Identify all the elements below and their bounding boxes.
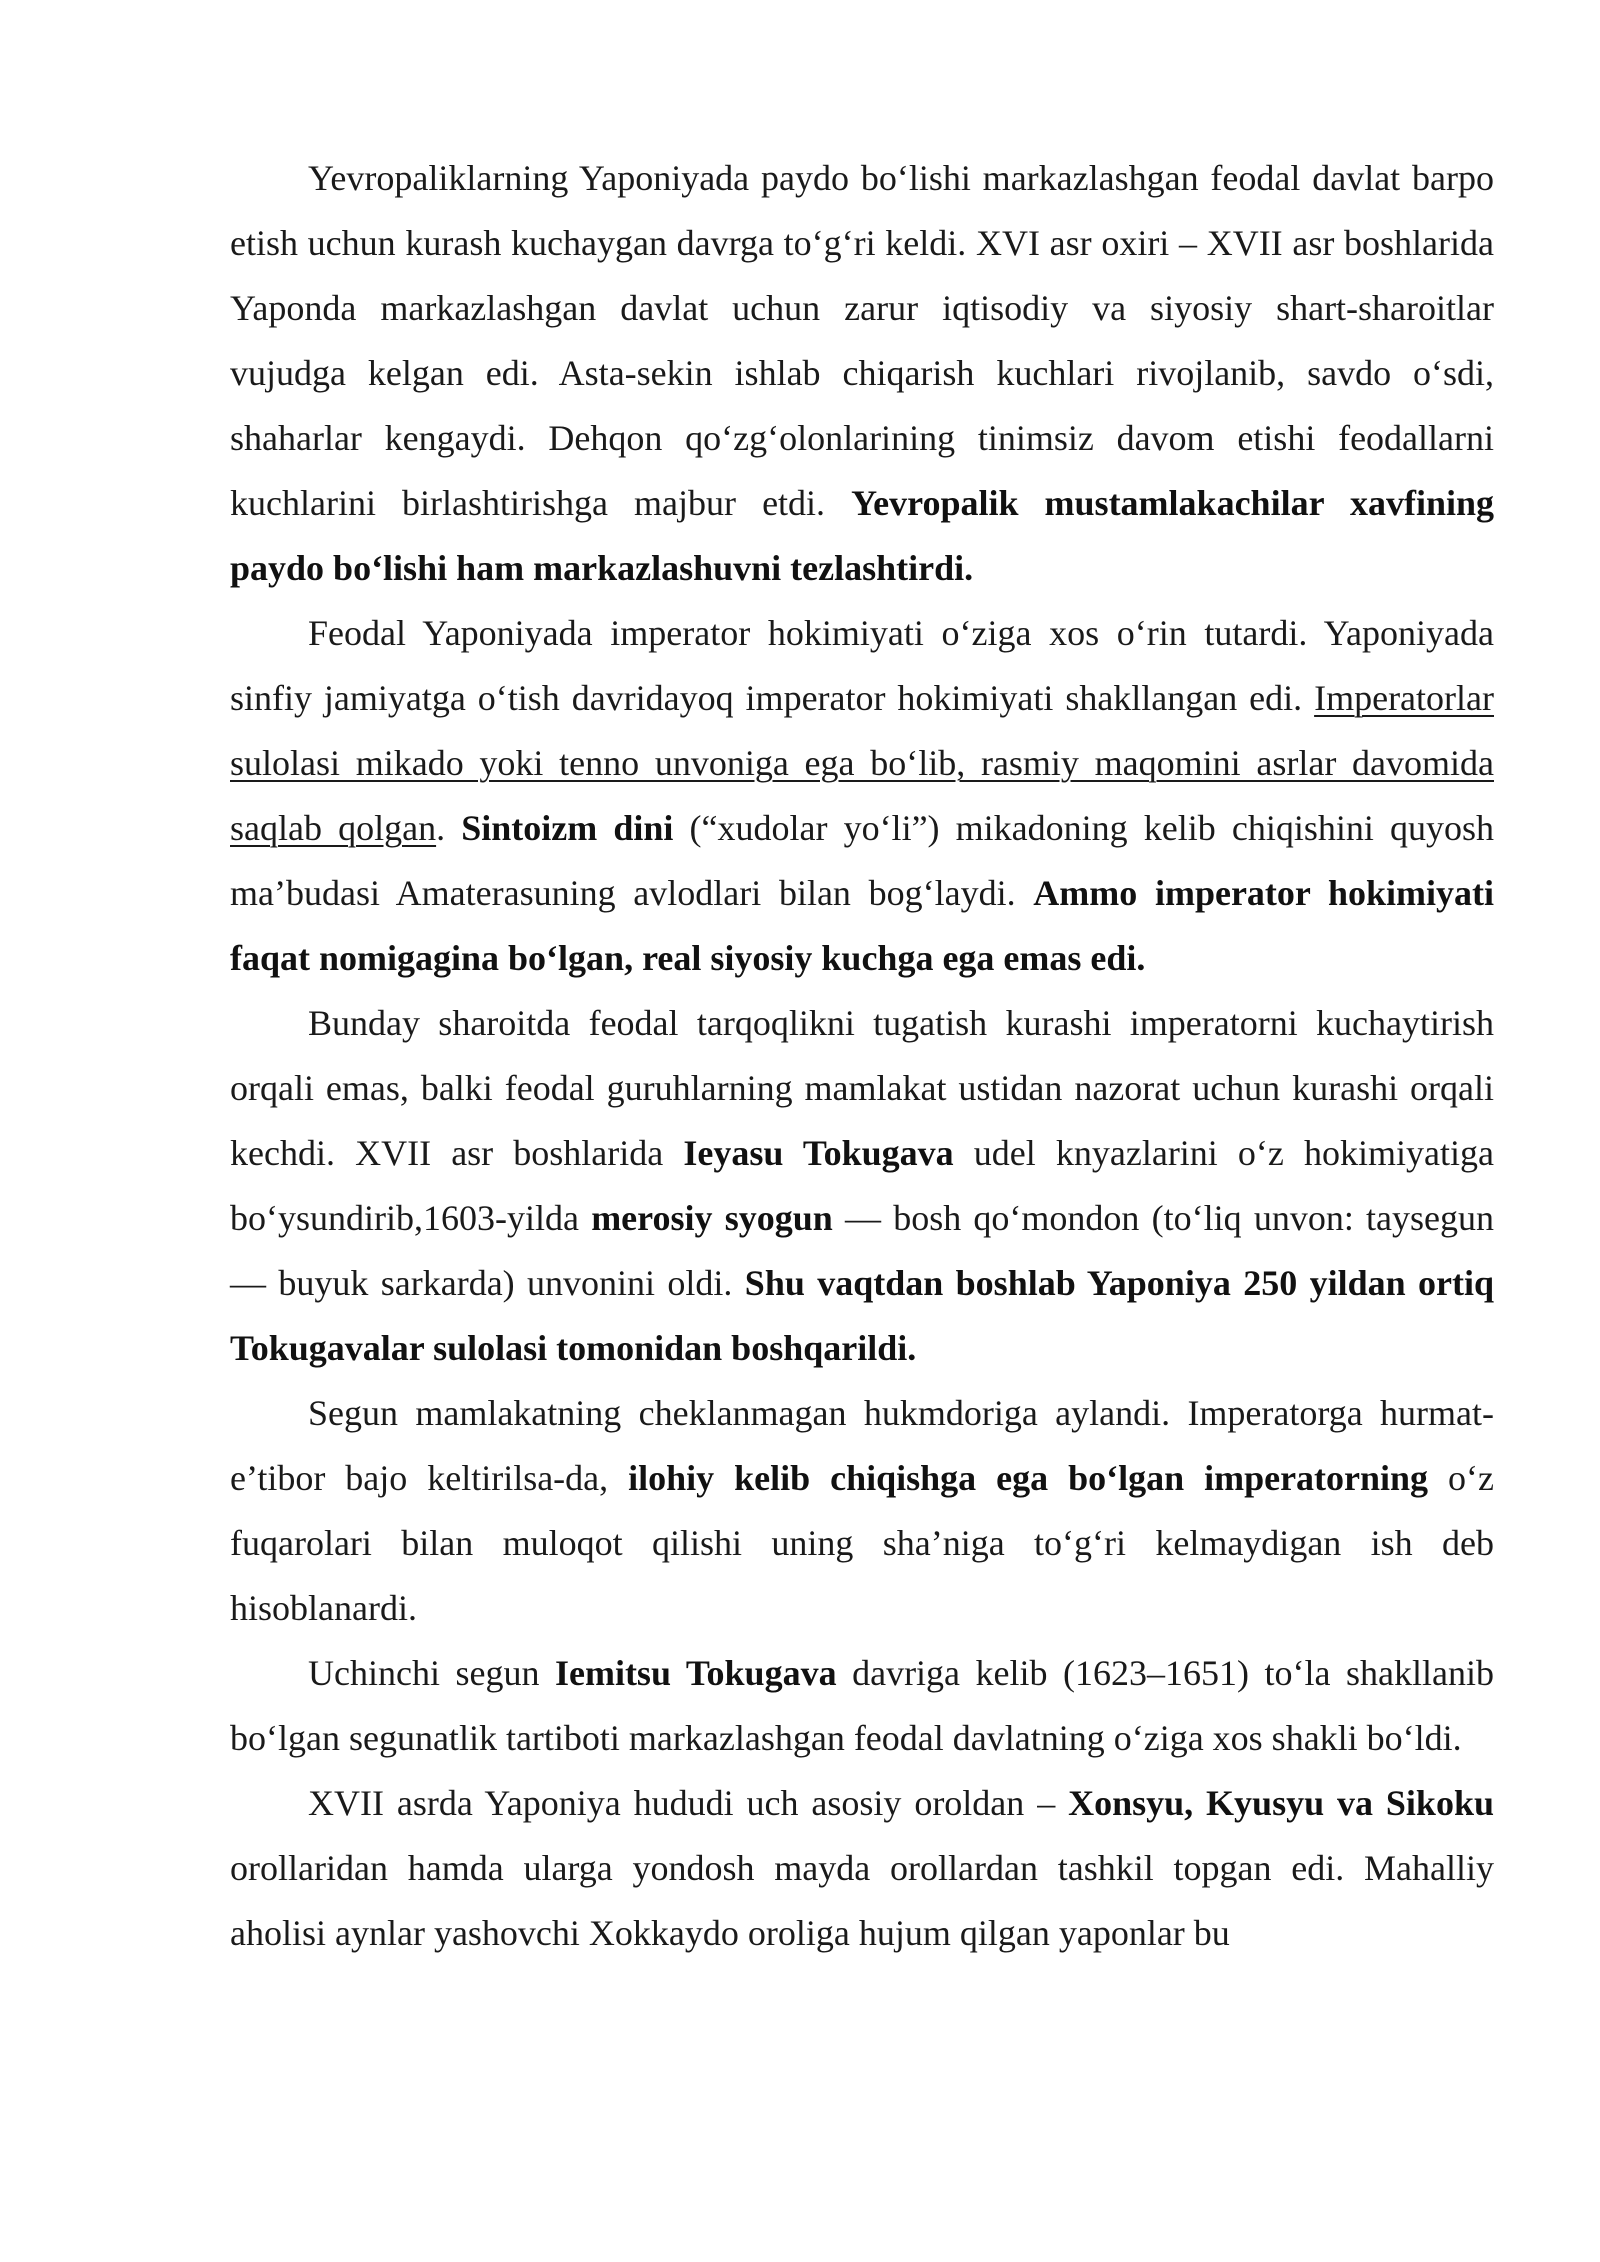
paragraph-4 xyxy=(230,1381,1494,1641)
paragraph-4-text-continued: o‘z fuqarolari bilan muloqot qilishi uning sha’niga to‘g‘ri kelmaydigan ish deb hisoblanardi. xyxy=(230,1458,1494,1628)
document-page xyxy=(230,146,1494,1966)
paragraph-1-text: Yevropaliklarning Yaponiyada paydo bo‘lishi markazlashgan feodal davlat barpo etish uchun kurash kuchaygan davrga to‘g‘ri keldi. XVI asr oxiri – XVII asr boshlarida Yaponda markazlashgan davlat uchun zarur iqtisodiy va siyosiy shart-sharoitlar vujudga kelgan edi. Asta-sekin ishlab chiqarish kuchlari rivojlanib, savdo o‘sdi, shaharlar kengaydi. Dehqon qo‘zg‘olonlarining tinimsiz davom etishi feodallarni kuchlarini birlashtirishga majbur etdi. xyxy=(230,158,1494,523)
paragraph-6-text-continued: orollaridan hamda ularga yondosh mayda orollardan tashkil topgan edi. Mahalliy aholisi aynlar yashovchi Xokkaydo oroliga hujum qilgan yaponlar bu xyxy=(230,1848,1494,1953)
paragraph-3-bold-term: merosiy syogun xyxy=(591,1198,833,1238)
paragraph-5-bold-name: Iemitsu Tokugava xyxy=(554,1653,837,1693)
paragraph-3 xyxy=(230,991,1494,1381)
paragraph-3-bold-emphasis: Shu vaqtdan boshlab Yaponiya 250 yildan ortiq Tokugavalar sulolasi tomonidan boshqarildi. xyxy=(230,1263,1494,1368)
paragraph-4-text: Segun mamlakatning cheklanmagan hukmdoriga aylandi. Imperatorga hurmat-e’tibor bajo keltirilsa-da, xyxy=(230,1393,1494,1498)
paragraph-5-text-continued: davriga kelib (1623–1651) to‘la shakllanib bo‘lgan segunatlik tartiboti markazlashgan feodal davlatning o‘ziga xos shakli bo‘ldi. xyxy=(230,1653,1494,1758)
paragraph-3-text-continued: udel knyazlarini o‘z hokimiyatiga bo‘ysundirib,1603-yilda xyxy=(230,1133,1494,1238)
paragraph-5 xyxy=(230,1641,1494,1771)
paragraph-6-text: XVII asrda Yaponiya hududi uch asosiy oroldan – xyxy=(308,1783,1069,1823)
paragraph-2-bold-emphasis: Ammo imperator hokimiyati faqat nomigagina bo‘lgan, real siyosiy kuchga ega emas edi. xyxy=(230,873,1494,978)
paragraph-3-bold-name: Ieyasu Tokugava xyxy=(683,1133,954,1173)
paragraph-2 xyxy=(230,601,1494,991)
paragraph-2-underlined-text: Imperatorlar sulolasi mikado yoki tenno unvoniga ega bo‘lib, rasmiy maqomini asrlar davomida saqlab qolgan xyxy=(230,678,1494,848)
paragraph-2-bold-term: Sintoizm dini xyxy=(461,808,674,848)
paragraph-4-bold-emphasis: ilohiy kelib chiqishga ega bo‘lgan imperatorning xyxy=(628,1458,1429,1498)
paragraph-5-text: Uchinchi segun xyxy=(308,1653,555,1693)
paragraph-1-bold-emphasis: Yevropalik mustamlakachilar xavfining paydo bo‘lishi ham markazlashuvni tezlashtirdi. xyxy=(230,483,1494,588)
paragraph-6 xyxy=(230,1771,1494,1966)
paragraph-3-text: Bunday sharoitda feodal tarqoqlikni tugatish kurashi imperatorni kuchaytirish orqali emas, balki feodal guruhlarning mamlakat ustidan nazorat uchun kurashi orqali kechdi. XVII asr boshlarida xyxy=(230,1003,1494,1173)
paragraph-1 xyxy=(230,146,1494,601)
paragraph-2-text-continued: (“xudolar yo‘li”) mikadoning kelib chiqishini quyosh ma’budasi Amaterasuning avlodlari bilan bog‘laydi. xyxy=(230,808,1494,913)
paragraph-2-text-period: . xyxy=(436,808,462,848)
paragraph-6-bold-islands: Xonsyu, Kyusyu va Sikoku xyxy=(1068,1783,1494,1823)
paragraph-3-text-continued-2: — bosh qo‘mondon (to‘liq unvon: taysegun — buyuk sarkarda) unvonini oldi. xyxy=(230,1198,1495,1303)
paragraph-2-text: Feodal Yaponiyada imperator hokimiyati o‘ziga xos o‘rin tutardi. Yaponiyada sinfiy jamiyatga o‘tish davridayoq imperator hokimiyati shakllangan edi. xyxy=(230,613,1494,718)
